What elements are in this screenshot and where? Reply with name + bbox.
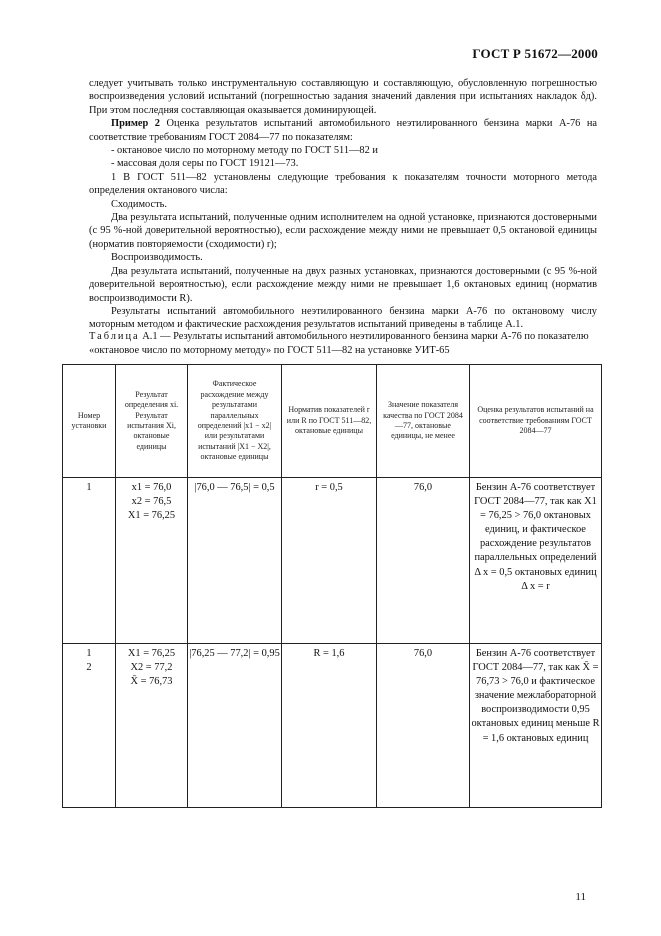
header-cell: Результат определения xi. Результат испытания Xi, октановые единицы xyxy=(116,365,188,478)
paragraph-heading: Воспроизводимость. xyxy=(111,252,203,264)
cell-difference: |76,25 — 77,2| = 0,95 xyxy=(188,644,282,808)
header-cell: Норматив показателей r или R по ГОСТ 511—82, октановые единицы xyxy=(282,365,377,478)
result-value: x2 = 76,5 xyxy=(131,496,172,508)
example-text: Оценка результатов испытаний автомобильного неэтилированного бензина марки А-76 на соответствие требованиям ГОСТ 2084—77 по показателям: xyxy=(89,118,597,143)
body-text xyxy=(89,77,597,332)
results-table xyxy=(62,364,602,808)
paragraph: следует учитывать только инструментальную составляющую и составляющую, обусловленную погрешностью воспроизведения условий испытаний (погрешностью задания значений давления при испытаниях накладок δд). При этом последняя составляющая оказывается доминирующей. xyxy=(89,78,597,116)
result-value: X1 = 76,25 xyxy=(127,510,176,522)
cell-value: 76,0 xyxy=(377,644,470,808)
header-cell: Номер установки xyxy=(63,365,116,478)
list-item: - октановое число по моторному методу по ГОСТ 511—82 и xyxy=(111,145,378,157)
paragraph-example-2 xyxy=(89,117,597,144)
result-value: x1 = 76,0 xyxy=(131,482,172,493)
example-label: Пример 2 xyxy=(111,118,161,130)
header-cell: Фактическое расхождение между результатами параллельных определений |x1 − x2| или результатами испытаний |X1 − X2|, октановые единицы xyxy=(188,365,282,478)
cell-number: 1 2 xyxy=(63,644,116,808)
cell-assessment: Бензин А-76 соответствует ГОСТ 2084—77, так как X1 = 76,25 > 76,0 октановых единиц, и фактическое расхождение результатов параллельных определений Δ x = 0,5 октановых единиц Δ x = r xyxy=(470,478,602,644)
cell-number: 1 xyxy=(63,478,116,644)
table-row xyxy=(63,478,602,644)
cell-results xyxy=(116,478,188,644)
header-cell: Значение показателя качества по ГОСТ 2084—77, октановые единицы, не менее xyxy=(377,365,470,478)
header-cell: Оценка результатов испытаний на соответствие требованиям ГОСТ 2084—77 xyxy=(470,365,602,478)
page-number: 11 xyxy=(575,891,586,903)
list-item: - массовая доля серы по ГОСТ 19121—73. xyxy=(111,158,299,170)
table-caption-text: А.1 — Результаты испытаний автомобильного неэтилированного бензина марки А-76 по показателю «октановое число по моторному методу» по ГОСТ 511—82 на установке УИТ-65 xyxy=(89,331,589,356)
cell-difference: |76,0 — 76,5| = 0,5 xyxy=(188,478,282,644)
result-value: X1 = 76,25 xyxy=(127,648,176,659)
result-value: X̄ = 76,73 xyxy=(130,676,173,688)
table-caption xyxy=(89,330,599,357)
paragraph: Два результата испытаний, полученные на двух разных установках, признаются достоверными (с 95 %-ной доверительной вероятностью), если расхождение между ними не превышает 1,6 октановых единиц (норматив воспроизводимости R). xyxy=(89,265,597,304)
cell-results xyxy=(116,644,188,808)
cell-norm: R = 1,6 xyxy=(282,644,377,808)
table-row xyxy=(63,644,602,808)
paragraph-heading: Сходимость. xyxy=(111,198,167,210)
cell-value: 76,0 xyxy=(377,478,470,644)
result-value: X2 = 77,2 xyxy=(130,662,173,674)
table-caption-label: Таблица xyxy=(89,331,140,342)
table-header-row xyxy=(63,365,602,478)
cell-norm: r = 0,5 xyxy=(282,478,377,644)
cell-assessment: Бензин А-76 соответствует ГОСТ 2084—77, так как X̄ = 76,73 > 76,0 и фактическое значение межлабораторной воспроизводимости 0,95 октановых единиц меньше R = 1,6 октановых единиц xyxy=(470,644,602,808)
paragraph: Результаты испытаний автомобильного неэтилированного бензина марки А-76 по октановому числу моторным методом и фактические расхождения результатов испытаний приведены в таблице А.1. xyxy=(89,305,597,331)
paragraph: 1 В ГОСТ 511—82 установлены следующие требования к показателям точности моторного метода определения октанового числа: xyxy=(89,171,597,197)
paragraph: Два результата испытаний, полученные одним исполнителем на одной установке, признаются достоверными (с 95 %-ной доверительной вероятностью), если расхождение между ними не превышает 0,5 октановой единицы (норматив повторяемости (сходимости) r); xyxy=(89,212,597,250)
page-header: ГОСТ Р 51672—2000 xyxy=(472,46,598,61)
